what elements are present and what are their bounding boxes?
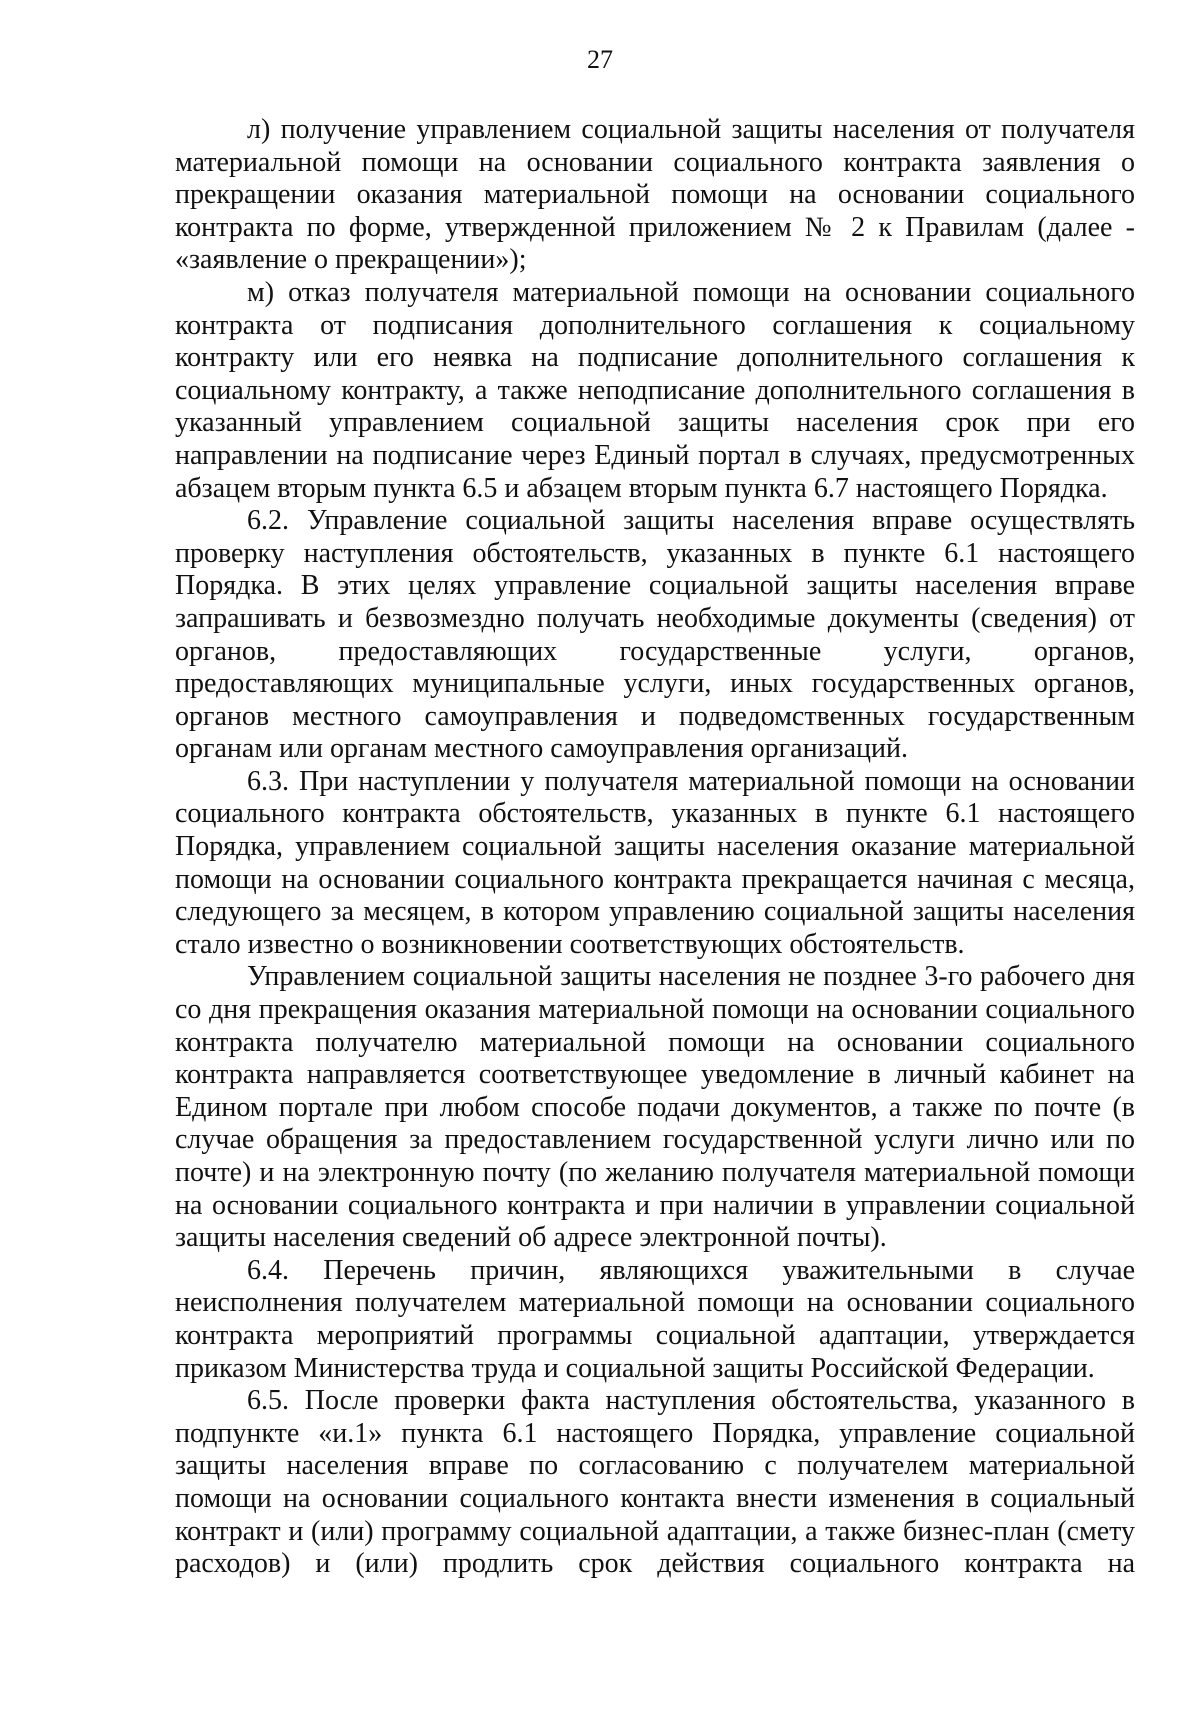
page-number: 27	[587, 45, 613, 74]
paragraph-6-2-verification: 6.2. Управление социальной защиты населения вправе осуществлять проверку наступления обстоятельств, указанных в пункте 6.1 настоящего Порядка. В этих целях управление социальной защиты населения вправе запрашивать и безвозмездно получать необходимые документы (сведения) от органов, предоставляющих государственные услуги, органов, предоставляющих муниципальные услуги, иных государственных органов, органов местного самоуправления и подведомственных государственным органам или органам местного самоуправления организаций.	[175, 505, 1135, 765]
document-body	[175, 114, 1135, 1581]
paragraph-6-5-contract-changes: 6.5. После проверки факта наступления обстоятельства, указанного в подпункте «и.1» пункта 6.1 настоящего Порядка, управление социальной защиты населения вправе по согласованию с получателем материальной помощи на основании социального контакта внести изменения в социальный контракт и (или) программу социальной адаптации, а также бизнес-план (смету расходов) и (или) продлить срок действия социального контракта на	[175, 1385, 1135, 1580]
paragraph-l-application-termination: л) получение управлением социальной защиты населения от получателя материальной помощи на основании социального контракта заявления о прекращении оказания материальной помощи на основании социального контракта по форме, утвержденной приложением № 2 к Правилам (далее - «заявление о прекращении»);	[175, 114, 1135, 276]
paragraph-m-refusal-to-sign: м) отказ получателя материальной помощи на основании социального контракта от подписания дополнительного соглашения к социальному контракту или его неявка на подписание дополнительного соглашения к социальному контракту, а также неподписание дополнительного соглашения в указанный управлением социальной защиты населения срок при его направлении на подписание через Единый портал в случаях, предусмотренных абзацем вторым пункта 6.5 и абзацем вторым пункта 6.7 настоящего Порядка.	[175, 276, 1135, 504]
paragraph-notification: Управлением социальной защиты населения не позднее 3-го рабочего дня со дня прекращения оказания материальной помощи на основании социального контракта получателю материальной помощи на основании социального контракта направляется соответствующее уведомление в личный кабинет на Едином портале при любом способе подачи документов, а также по почте (в случае обращения за предоставлением государственной услуги лично или по почте) и на электронную почту (по желанию получателя материальной помощи на основании социального контракта и при наличии в управлении социальной защиты населения сведений об адресе электронной почты).	[175, 961, 1135, 1254]
paragraph-6-3-termination: 6.3. При наступлении у получателя материальной помощи на основании социального контракта обстоятельств, указанных в пункте 6.1 настоящего Порядка, управлением социальной защиты населения оказание материальной помощи на основании социального контракта прекращается начиная с месяца, следующего за месяцем, в котором управлению социальной защиты населения стало известно о возникновении соответствующих обстоятельств.	[175, 765, 1135, 960]
paragraph-6-4-valid-reasons: 6.4. Перечень причин, являющихся уважительными в случае неисполнения получателем материальной помощи на основании социального контракта мероприятий программы социальной адаптации, утверждается приказом Министерства труда и социальной защиты Российской Федерации.	[175, 1254, 1135, 1384]
